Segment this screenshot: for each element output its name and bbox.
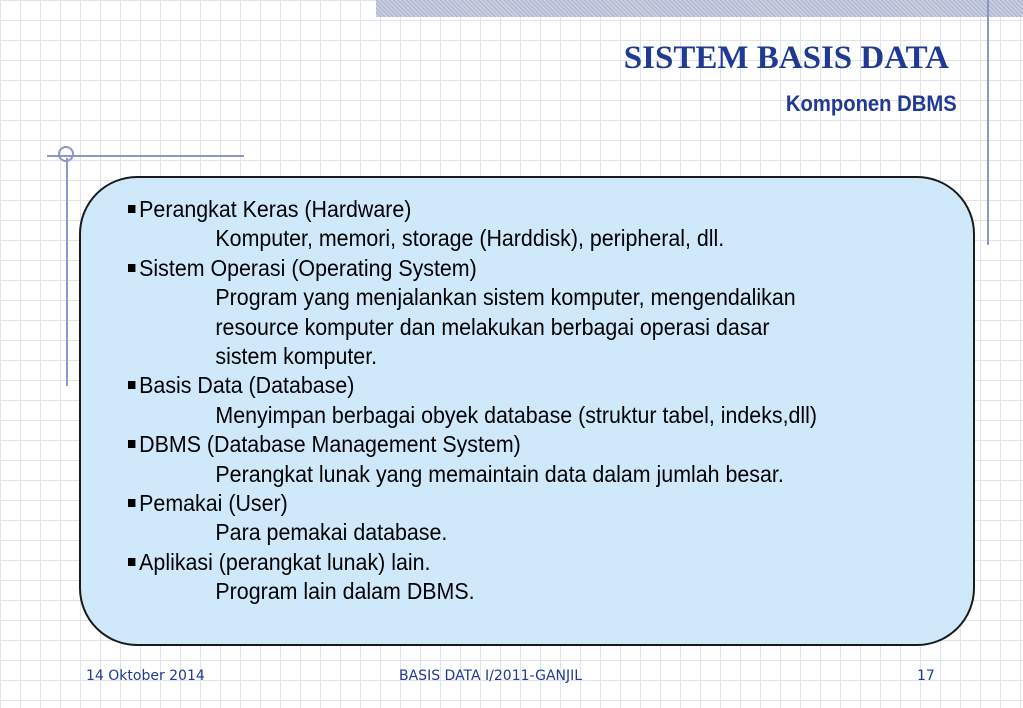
slide-subtitle: Komponen DBMS [786, 91, 957, 116]
component-list [128, 195, 968, 607]
footer-page-number: 17 [917, 668, 935, 684]
list-item-application [128, 548, 968, 607]
list-item-hardware [128, 195, 968, 254]
list-item-description: resource komputer dan melakukan berbagai operasi dasar [215, 313, 770, 340]
square-bullet-icon [128, 205, 135, 213]
list-item-title: Pemakai (User) [128, 489, 909, 518]
list-item-title: Aplikasi (perangkat lunak) lain. [128, 548, 909, 577]
decorative-circle-icon [58, 146, 74, 162]
list-item-description: Komputer, memori, storage (Harddisk), peripheral, dll. [215, 225, 725, 252]
list-item-title: DBMS (Database Management System) [128, 430, 909, 459]
list-item-title: Basis Data (Database) [128, 371, 909, 400]
slide-title: SISTEM BASIS DATA [623, 40, 949, 76]
decorative-vertical-line-right [987, 0, 989, 245]
list-item-description: sistem komputer. [215, 343, 378, 370]
footer-date: 14 Oktober 2014 [86, 668, 205, 684]
top-decoration-band [376, 0, 1023, 17]
square-bullet-icon [128, 440, 135, 448]
list-item-description: Para pemakai database. [215, 519, 448, 546]
footer-course: BASIS DATA I/2011-GANJIL [399, 668, 583, 684]
list-item-database [128, 371, 968, 430]
decorative-vertical-line-left [66, 158, 68, 386]
square-bullet-icon [128, 499, 135, 507]
list-item-description: Perangkat lunak yang memaintain data dalam jumlah besar. [215, 460, 784, 487]
list-item-title: Perangkat Keras (Hardware) [128, 195, 909, 224]
list-item-title: Sistem Operasi (Operating System) [128, 254, 909, 283]
list-item-description: Program lain dalam DBMS. [215, 578, 475, 605]
list-item-operating-system [128, 254, 968, 372]
list-item-user [128, 489, 968, 548]
square-bullet-icon [128, 381, 135, 389]
square-bullet-icon [128, 264, 135, 272]
list-item-description: Program yang menjalankan sistem komputer, mengendalikan [215, 284, 796, 311]
list-item-dbms [128, 430, 968, 489]
square-bullet-icon [128, 558, 135, 566]
list-item-description: Menyimpan berbagai obyek database (struktur tabel, indeks,dll) [215, 401, 818, 428]
decorative-horizontal-line [47, 155, 244, 157]
